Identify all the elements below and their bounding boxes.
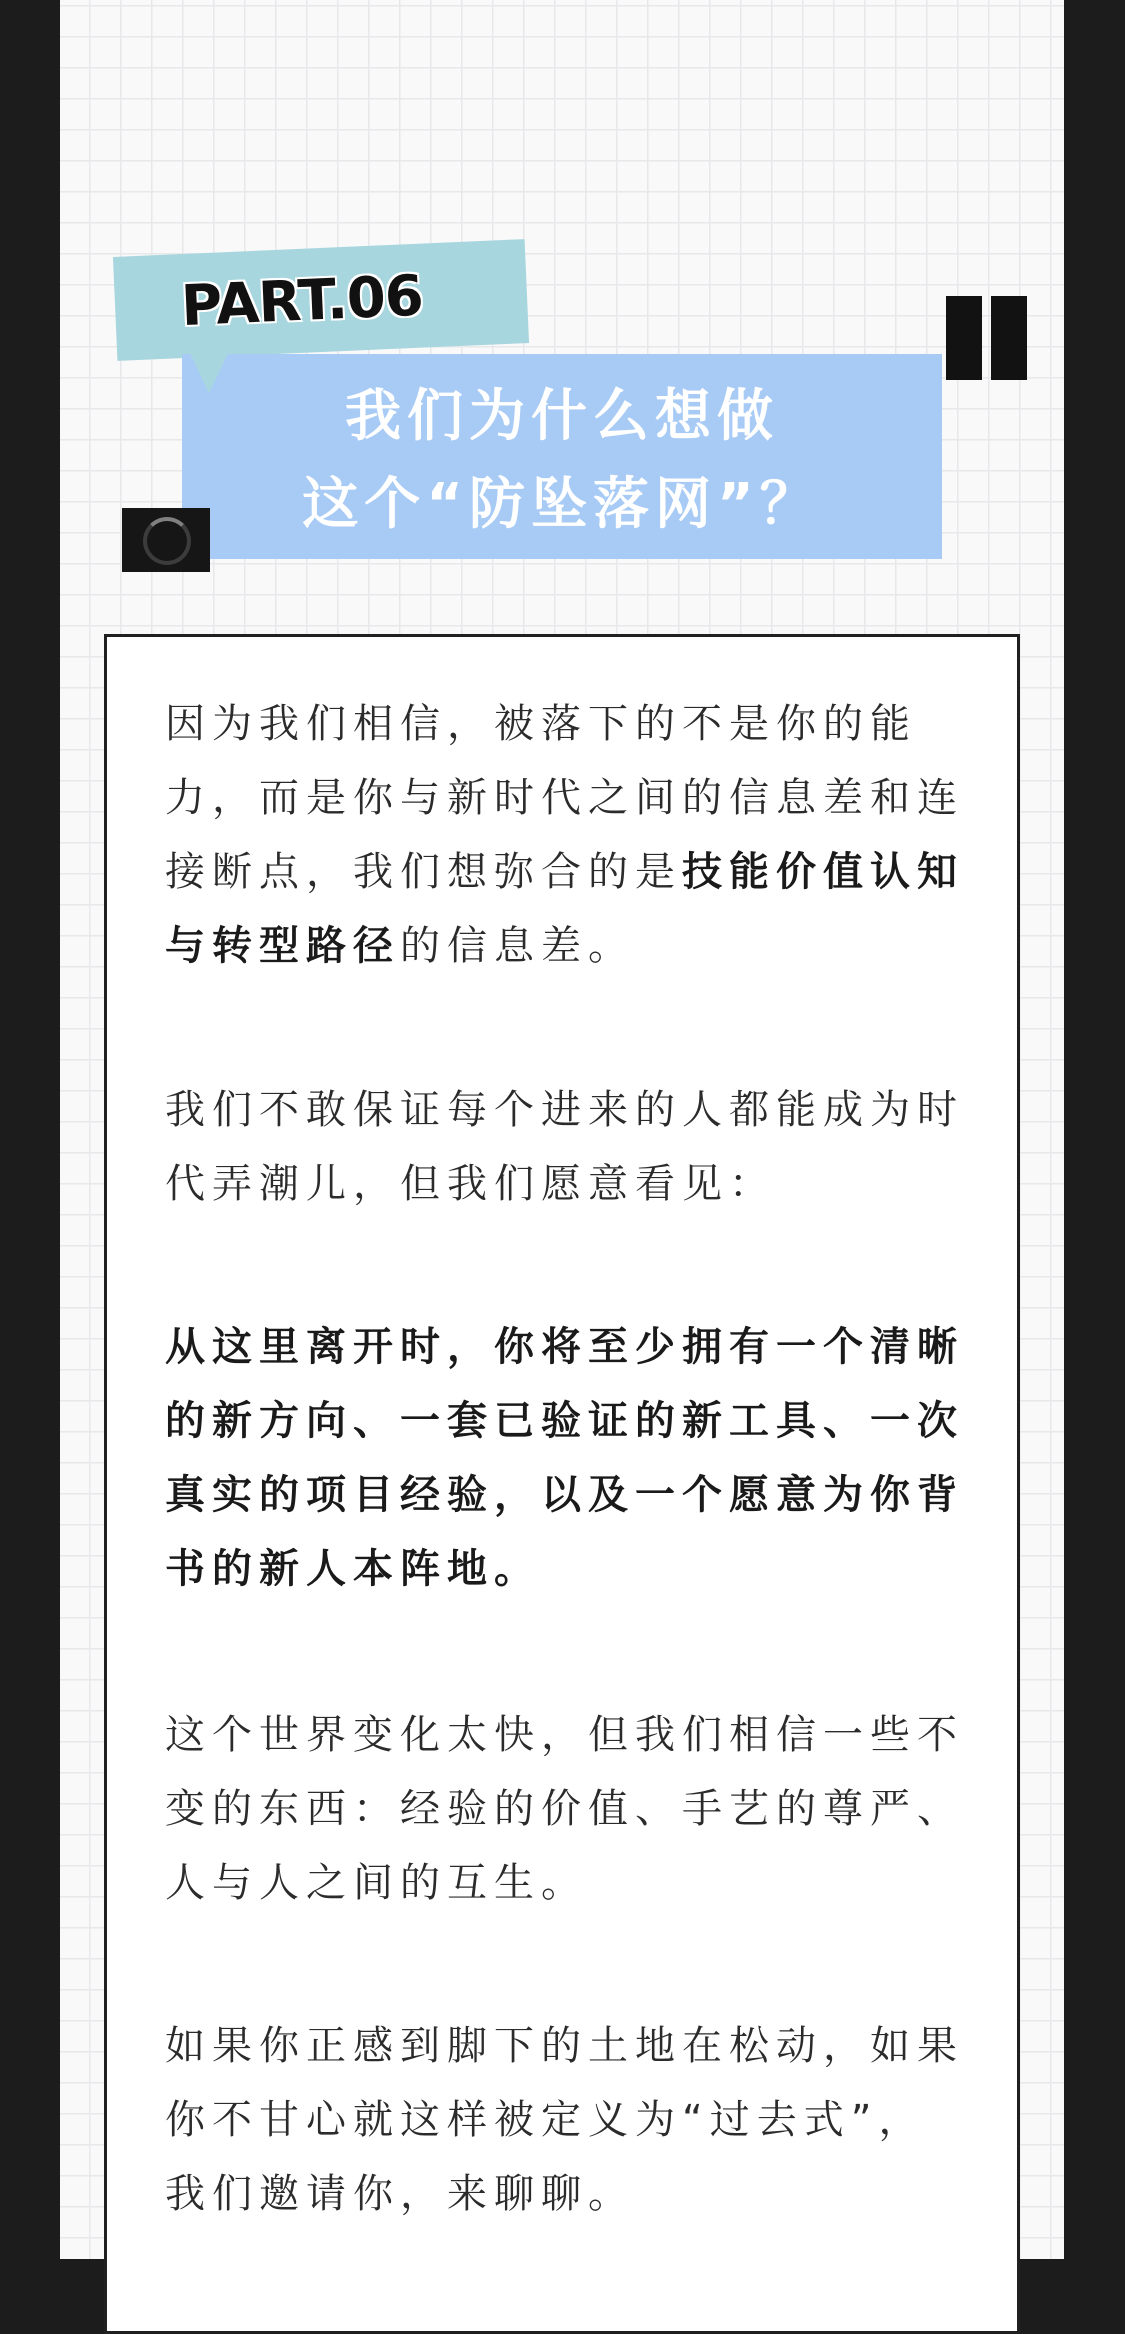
paragraph-1-text-b: 的信息差。 [400,923,635,969]
paragraph-1-text-a: 因为我们相信，被落下的不是你的能力，而是你与新时代之间的信息差和连接断点，我们想弥合的是 [165,701,964,895]
pause-bar-right [991,296,1027,380]
content-card [104,634,1020,2334]
loading-spinner-icon [122,508,210,572]
spinner-ring [143,517,191,565]
paragraph-2: 我们不敢保证每个进来的人都能成为时代弄潮儿，但我们愿意看见： [165,1087,964,1207]
headline-line-2: 这个“防坠落网”？ [302,472,822,537]
paragraph-1 [165,687,965,983]
paragraph-5: 如果你正感到脚下的土地在松动，如果你不甘心就这样被定义为“过去式”，我们邀请你，来聊聊。 [165,2023,964,2217]
paragraph-3-bold: 从这里离开时，你将至少拥有一个清晰的新方向、一套已验证的新工具、一次真实的项目经验，以及一个愿意为你背书的新人本阵地。 [165,1324,964,1592]
pause-bar-left [946,296,982,380]
headline-line-1: 我们为什么想做 [345,384,779,449]
section-headline [182,354,942,559]
paragraph-1-bold: 技能价值认知与转型路径 [165,849,964,969]
tag-pointer [186,345,232,393]
paragraph-4: 这个世界变化太快，但我们相信一些不变的东西：经验的价值、手艺的尊严、人与人之间的互生。 [165,1712,964,1906]
part-label: PART.06 [179,263,425,339]
pause-icon[interactable] [946,296,1030,380]
part-label-tag [113,239,529,361]
